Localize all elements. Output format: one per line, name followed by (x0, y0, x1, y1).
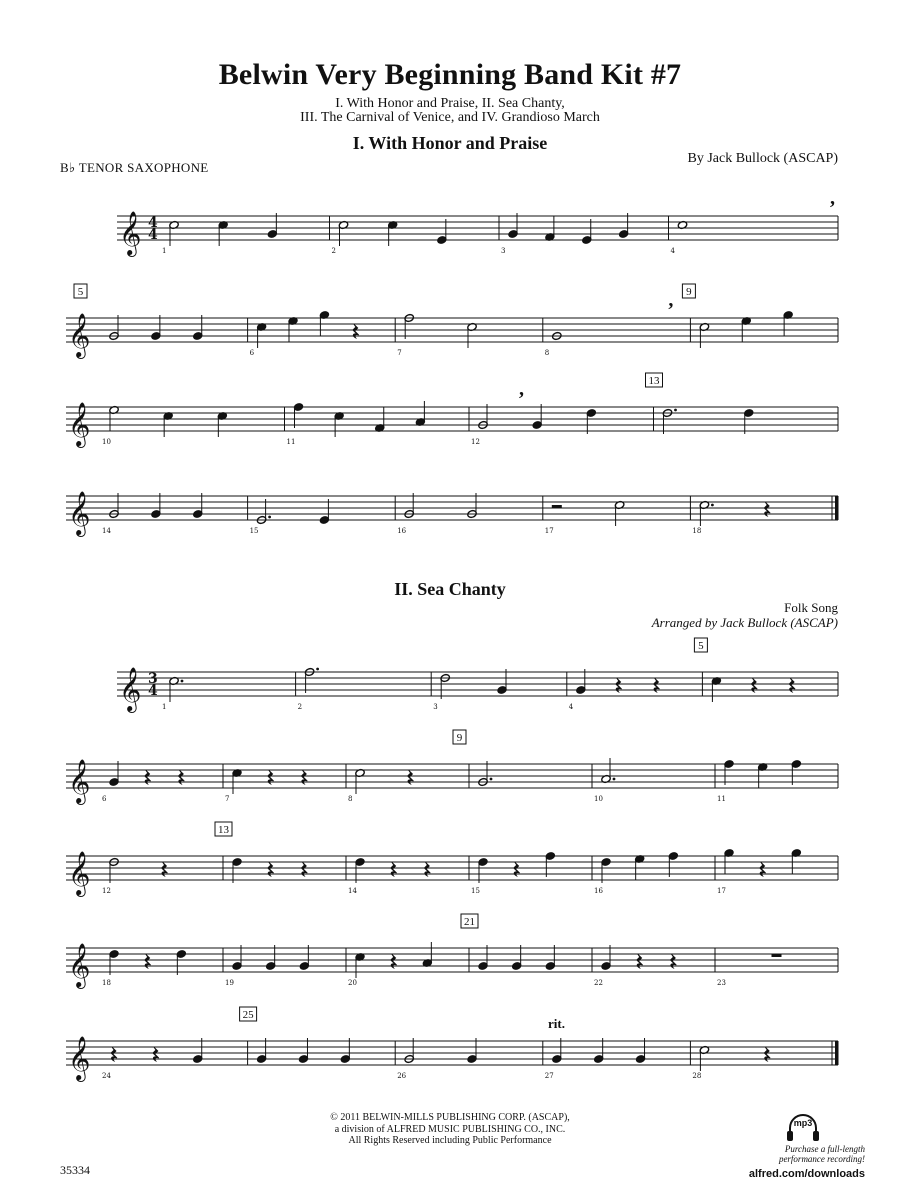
note (319, 499, 329, 525)
breath-mark: , (519, 378, 524, 400)
note (404, 493, 414, 519)
measure-number: 18 (102, 979, 111, 987)
page-title: Belwin Very Beginning Band Kit #7 (218, 58, 682, 91)
measure-number: 15 (249, 527, 259, 535)
staff-system (66, 1036, 839, 1082)
measure-number: 11 (717, 795, 726, 803)
final-barline-thick (835, 496, 839, 520)
note (724, 848, 734, 874)
final-barline-thick (835, 1041, 839, 1065)
staff-system (66, 313, 838, 359)
measure-number: 1 (162, 247, 167, 255)
note (265, 945, 275, 971)
note (467, 1038, 477, 1064)
note (783, 310, 793, 336)
note (304, 667, 319, 693)
note (634, 854, 644, 880)
folk-song-credit: Folk Song (784, 600, 838, 615)
movement-2-title: II. Sea Chanty (394, 579, 506, 599)
mp3-headphones-icon (785, 1113, 821, 1143)
measure-number: 22 (594, 979, 603, 987)
whole-rest (772, 954, 782, 957)
rehearsal-mark: 5 (698, 640, 704, 652)
note (151, 315, 161, 341)
measure-number: 1 (162, 703, 167, 711)
copyright-line-2: a division of ALFRED MUSIC PUBLISHING CO., INC. (334, 1123, 566, 1135)
rehearsal-mark: 13 (648, 375, 660, 387)
note (319, 310, 329, 336)
note (232, 768, 242, 794)
measure-number: 12 (102, 887, 111, 895)
measure-number: 3 (501, 247, 506, 255)
note (163, 411, 173, 437)
rehearsal-mark: 25 (242, 1009, 254, 1021)
promo-text (735, 1144, 865, 1164)
note (404, 1038, 414, 1064)
note (422, 942, 432, 968)
note (545, 851, 555, 877)
rehearsal-mark: 21 (464, 916, 475, 928)
measure-number: 26 (397, 1072, 407, 1080)
staff-system (66, 491, 839, 537)
measure-number: 15 (471, 887, 480, 895)
note (593, 1038, 603, 1064)
note (109, 857, 119, 883)
note (601, 857, 611, 883)
measure-number: 6 (249, 349, 255, 357)
note (109, 315, 119, 341)
augmentation-dot (316, 668, 319, 671)
treble-clef-icon: 𝄞 (119, 211, 142, 255)
note (552, 1038, 562, 1064)
staff-system (117, 211, 838, 257)
promo-url-link[interactable]: alfred.com/downloads (748, 1168, 865, 1180)
augmentation-dot (268, 516, 271, 519)
note (169, 676, 184, 702)
time-signature-bottom: 4 (148, 227, 158, 243)
composer-credit: By Jack Bullock (ASCAP) (687, 151, 838, 166)
note (387, 220, 397, 246)
measure-number: 18 (692, 527, 702, 535)
note (415, 401, 425, 427)
time-signature-top: 4 (148, 215, 158, 231)
measure-number: 17 (717, 887, 726, 895)
movement-1-title: I. With Honor and Praise (352, 133, 548, 153)
note (193, 1038, 203, 1064)
measure-number: 8 (348, 795, 353, 803)
note (467, 493, 477, 519)
note (635, 1038, 645, 1064)
note (440, 673, 450, 699)
augmentation-dot (490, 778, 493, 781)
instrument-name: B♭ TENOR SAXOPHONE (60, 160, 209, 175)
note (256, 1038, 266, 1064)
note (532, 404, 542, 430)
staff-system (66, 402, 838, 448)
note (614, 500, 624, 526)
note (267, 213, 277, 239)
note (109, 493, 119, 519)
note (741, 316, 751, 342)
measure-number: 2 (331, 247, 336, 255)
measure-number: 24 (102, 1072, 111, 1080)
tempo-marking-rit: rit. (548, 1016, 565, 1031)
measure-number: 2 (297, 703, 303, 711)
note (375, 407, 385, 433)
note (791, 759, 801, 785)
treble-clef-icon: 𝄞 (119, 667, 142, 711)
note (437, 219, 447, 245)
note (109, 761, 119, 787)
measure-number: 4 (670, 247, 675, 255)
measure-number: 27 (544, 1072, 554, 1080)
note (497, 669, 507, 695)
subtitle-line-2: III. The Carnival of Venice, and IV. Grandioso March (300, 110, 600, 125)
note (404, 313, 414, 339)
copyright-line-3: All Rights Reserved including Public Performance (348, 1135, 552, 1146)
note (699, 1045, 709, 1071)
note (618, 213, 628, 239)
note (256, 322, 266, 348)
note (193, 493, 203, 519)
note (334, 411, 344, 437)
half-rest (552, 505, 562, 508)
measure-number: 23 (717, 979, 726, 987)
note (576, 669, 586, 695)
note (478, 945, 488, 971)
arranger-credit-text: Arranged by Jack Bullock (ASCAP) (651, 615, 838, 630)
time-signature-top: 3 (148, 671, 158, 687)
breath-mark: , (830, 187, 835, 209)
measure-number: 20 (348, 979, 357, 987)
note (176, 949, 186, 975)
augmentation-dot (711, 504, 714, 507)
measure-number: 7 (397, 349, 402, 357)
measure-number: 12 (471, 438, 480, 446)
measure-number: 4 (568, 703, 574, 711)
augmentation-dot (613, 778, 616, 781)
note (699, 322, 709, 348)
measure-number: 17 (544, 527, 554, 535)
note (478, 857, 488, 883)
measure-number: 14 (348, 887, 357, 895)
note (109, 949, 119, 975)
note (601, 945, 611, 971)
note (545, 945, 555, 971)
measure-number: 19 (225, 979, 234, 987)
note (791, 848, 801, 874)
measure-number: 16 (397, 527, 407, 535)
treble-clef-icon: 𝄞 (68, 313, 91, 357)
promo-line-2: performance recording! (778, 1154, 865, 1164)
measure-number: 6 (102, 795, 107, 803)
rehearsal-mark: 9 (456, 732, 463, 744)
note (193, 315, 203, 341)
rehearsal-mark: 5 (77, 286, 84, 298)
treble-clef-icon: 𝄞 (68, 759, 91, 803)
note (711, 676, 721, 702)
note (256, 499, 271, 525)
note (511, 945, 521, 971)
measure-number: 10 (102, 438, 111, 446)
note (467, 322, 477, 348)
treble-clef-icon: 𝄞 (68, 1036, 91, 1080)
note (293, 402, 303, 428)
note (338, 220, 348, 246)
treble-clef-icon: 𝄞 (68, 402, 91, 446)
note (668, 851, 678, 877)
measure-number: 14 (102, 527, 111, 535)
measure-number: 16 (594, 887, 603, 895)
note (298, 1038, 308, 1064)
note (355, 857, 365, 883)
measure-number: 28 (692, 1072, 702, 1080)
note (218, 220, 228, 246)
treble-clef-icon: 𝄞 (68, 491, 91, 535)
augmentation-dot (674, 409, 677, 412)
note (109, 405, 119, 431)
rehearsal-mark: 9 (686, 286, 692, 298)
promo-line-1: Purchase a full-length (784, 1144, 865, 1154)
note (478, 404, 488, 430)
treble-clef-icon: 𝄞 (68, 851, 91, 895)
note (699, 500, 714, 526)
note (299, 945, 309, 971)
mp3-label: mp3 (793, 1118, 813, 1128)
note (355, 952, 365, 978)
note (355, 768, 365, 794)
catalog-number: 35334 (60, 1163, 90, 1177)
note (232, 945, 242, 971)
note (340, 1038, 350, 1064)
breath-mark: , (668, 289, 674, 311)
note (601, 758, 616, 784)
note (151, 493, 161, 519)
augmentation-dot (181, 680, 184, 683)
note (217, 411, 227, 437)
time-signature-bottom: 4 (148, 683, 158, 699)
note (586, 408, 596, 434)
note (545, 216, 555, 242)
measure-number: 3 (433, 703, 438, 711)
treble-clef-icon: 𝄞 (68, 943, 91, 987)
copyright-line-1: © 2011 BELWIN-MILLS PUBLISHING CORP. (ASCAP), (330, 1112, 570, 1123)
subtitle-line-1: I. With Honor and Praise, II. Sea Chanty, (335, 96, 565, 111)
note (582, 219, 592, 245)
rehearsal-mark: 13 (218, 824, 229, 836)
measure-number: 11 (286, 438, 296, 446)
note (724, 759, 734, 785)
note (508, 213, 518, 239)
note (169, 220, 179, 246)
measure-number: 7 (225, 795, 230, 803)
note (757, 762, 767, 788)
note (744, 408, 754, 434)
note (478, 761, 493, 787)
measure-number: 8 (544, 349, 550, 357)
copyright-notice (270, 1112, 630, 1147)
note (288, 316, 298, 342)
note (662, 408, 677, 434)
measure-number: 10 (594, 795, 603, 803)
staff-system (117, 667, 838, 713)
note (232, 857, 242, 883)
